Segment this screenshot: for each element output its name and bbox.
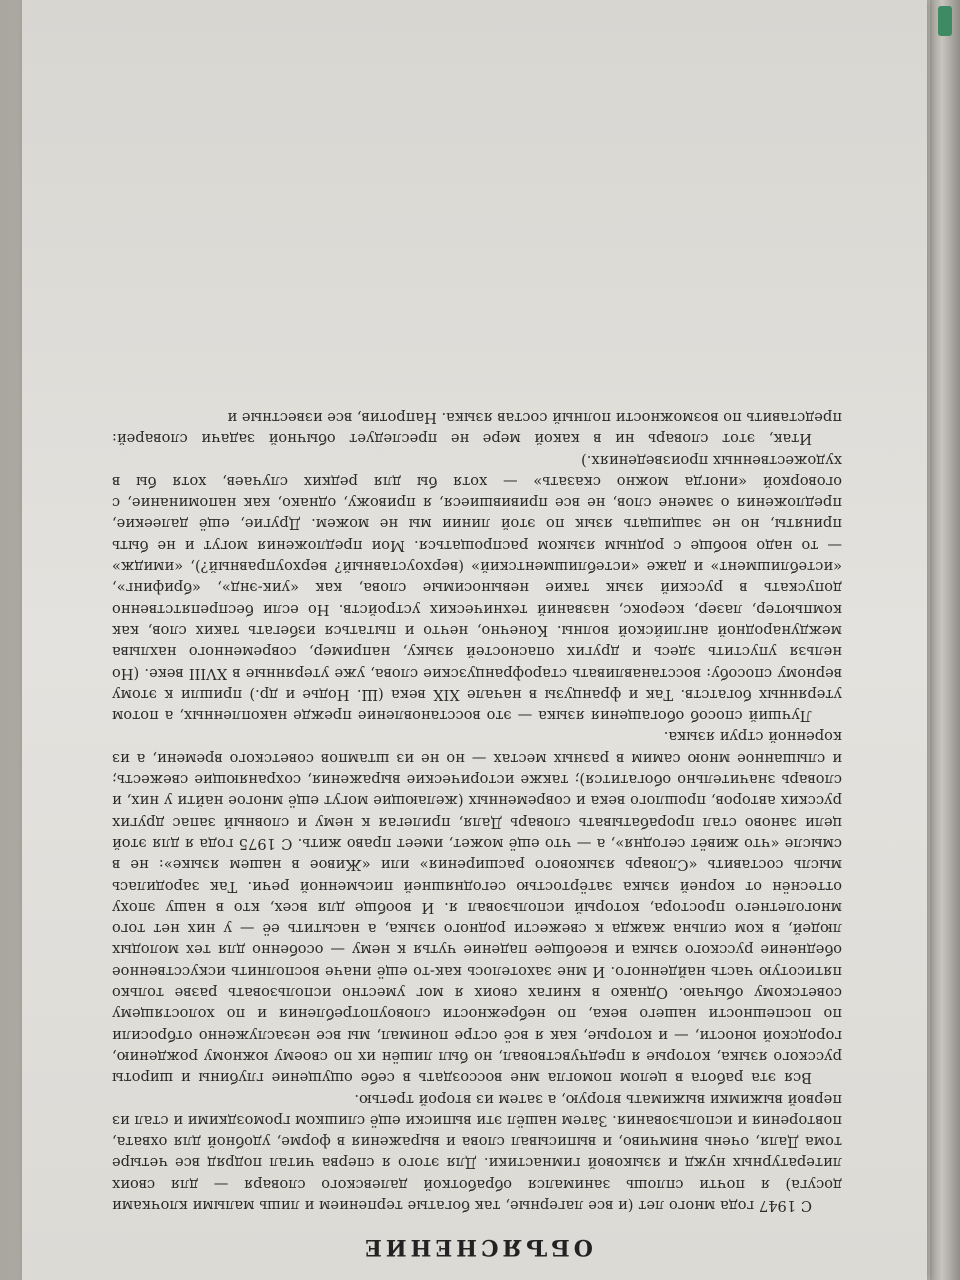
paragraph-3: Лучший способ обогащения языка — это восстановление прежде накопленных, а потом утерянных богатств. Так и французы в начале XIX века (Ш. Нодье и др.) пришли к этому верному способу: восстанавливать старофранцузские слова, уже утерянные в XVIII веке. (Но нельзя упустить здесь и других опасностей языку, например, современного нахлыва международной английской волны. Конечно, нечто и пытаться избегать таких слов, как компьютер, лазер, ксерокс, названий технических устройств. Но если беспрепятственно допускать в русский язык такие невыносимые слова, как «уик-энд», «брифинг», «истеблишмент» и даже «истеблишментский» (верхоуставный? верхоуправный?), «имидж» — то надо вообще с родным языком распрощаться. Мои предложения могут и не быть приняты, но не защищать язык по этой линии мы не можем. Другие, ещё далеекие, предложения о замене слов, не все привившиеся, я привожу, однако, как напоминание, с оговоркой «иногда можно сказать» — хотя бы для редких случаев, хотя бы в художественных произведениях.) — [112, 451, 842, 725]
page-title: ОБЪЯСНЕНИЕ — [361, 1234, 593, 1260]
bookmark-ribbon — [938, 6, 952, 36]
book-page — [22, 0, 927, 1280]
page-content-rotated — [112, 30, 842, 1260]
paragraph-4: Итак, этот словарь ни в какой мере не преследует обычной задачи словарей: представить по возможности полный состав языка. Напротив, все известные и — [112, 409, 842, 448]
book-edge — [930, 0, 960, 1280]
paragraph-1: С 1947 года много лет (и все лагерные, так богатые терпением и лишь малыми клочками досуга) я почти сплошь занимался обработкой далевского словаря — для своих литературных нужд и языковой гимнастики. Для этого я сперва читал подряд все четыре тома Даля, очень внимчиво, и выписывал слова и выражения в форме, удобной для охвата, повторения и использования. Затем нашёл эти выписки ещё слишком громоздкими и стал из первой выжимки выжимать вторую, а затем из второй третью. — [112, 1090, 842, 1214]
paragraph-2: Вся эта работа в целом помогла мне воссоздать в себе ощущение глубины и широты русского языка, которые я предчувствовал, но был лишён их по своему южному рождению, городской юности, — и которые, как я всё остре понимал, мы все незаслуженно отбросили по поспешности нашего века, по небрежности словоупотребления и по холостящему советскому обычаю. Однако в книгах своих я мог уместно использовать разве только пятисотую часть найденного. И мне захотелось как-то ещё иначе восполнить искусственное обеднение русского языка и всеобщее падение чутья к нему — особенно для тех молодых людей, в ком сильна жажда к свежести родного языка, а насытить её — у них нет того многолетнего простора, который использовал я. И вообще для всех, кто в нашу эпоху оттеснён от корней языка затёртостью сегодняшней письменной речи. Так зародилась мысль составить «Словарь языкового расширения» или «Живое в нашем языке»: не в смысле «что живёт сегодня», а — что ещё может, имеет право жить. С 1975 года я для этой цели заново стал прорабатывать словарь Даля, прилегая к нему и словный запас других русских авторов, прошлого века и современных (желающие могут ещё многое найти у них, и словарь значительно обогатится); также исторические выражения, сохраняющие свежесть; и слышанное мною самим в разных местах — но не из штампов советского времени, а из коренной струи языка. — [112, 728, 842, 1087]
body-text — [112, 407, 842, 1216]
